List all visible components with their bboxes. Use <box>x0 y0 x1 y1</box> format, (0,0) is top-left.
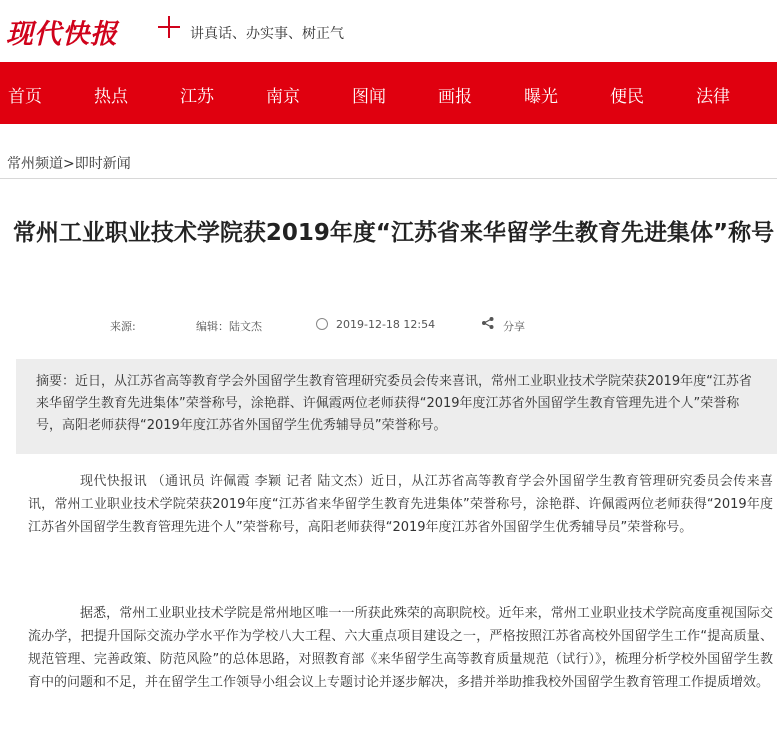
nav-item-services[interactable]: 便民 <box>610 87 644 107</box>
share-label[interactable]: 分享 <box>503 320 525 333</box>
clock-icon <box>316 318 328 330</box>
breadcrumb-separator: > <box>63 156 75 172</box>
article-editor: 编辑：陆文杰 <box>196 320 262 333</box>
nav-item-home[interactable]: 首页 <box>8 87 42 107</box>
nav-item-photo-news[interactable]: 图闻 <box>352 87 386 107</box>
article-source: 来源: <box>110 320 136 333</box>
breadcrumb-channel[interactable]: 常州频道 <box>7 156 63 172</box>
article-summary <box>16 359 777 454</box>
site-logo[interactable]: 现代快报 <box>6 19 118 50</box>
divider <box>0 178 777 179</box>
breadcrumb-section[interactable]: 即时新闻 <box>74 156 131 172</box>
article-datetime: 2019-12-18 12:54 <box>336 318 436 331</box>
article-title: 常州工业职业技术学院获2019年度“江苏省来华留学生教育先进集体”称号 <box>12 220 775 246</box>
breadcrumb <box>7 153 131 173</box>
main-nav <box>0 62 777 124</box>
nav-item-exposure[interactable]: 曝光 <box>524 87 558 107</box>
share-icon[interactable] <box>481 316 495 330</box>
nav-item-law[interactable]: 法律 <box>696 87 730 107</box>
nav-item-hot[interactable]: 热点 <box>94 87 128 107</box>
summary-text: 摘要：近日，从江苏省高等教育学会外国留学生教育管理研究委员会传来喜讯，常州工业职业技术学院荣获2019年度“江苏省来华留学生教育先进集体”荣誉称号，涂艳群、许佩霞两位老师获得“2019年度江苏省外国留学生教育管理先进个人”荣誉称号，高阳老师获得“2019年度江苏省外国留学生优秀辅导员”荣誉称号。 <box>36 374 752 433</box>
plus-icon <box>158 16 180 38</box>
nav-item-gallery[interactable]: 画报 <box>438 87 472 107</box>
nav-item-nanjing[interactable]: 南京 <box>266 87 300 107</box>
article-paragraph: 现代快报讯 （通讯员 许佩霞 李颖 记者 陆文杰）近日，从江苏省高等教育学会外国留学生教育管理研究委员会传来喜讯，常州工业职业技术学院荣获2019年度“江苏省来华留学生教育先进集体”荣誉称号，涂艳群、许佩霞两位老师获得“2019年度江苏省外国留学生教育管理先进个人”荣誉称号，高阳老师获得“2019年度江苏省外国留学生优秀辅导员”荣誉称号。 <box>28 474 773 535</box>
site-slogan: 讲真话、办实事、树正气 <box>190 26 344 42</box>
site-header <box>0 0 777 62</box>
article-paragraph: 据悉，常州工业职业技术学院是常州地区唯一一所获此殊荣的高职院校。近年来，常州工业职业技术学院高度重视国际交流办学，把提升国际交流办学水平作为学校八大工程、六大重点项目建设之一，严格按照江苏省高校外国留学生工作“提高质量、规范管理、完善政策、防范风险”的总体思路，对照教育部《来华留学生高等教育质量规范（试行）》，梳理分析学校外国留学生教育中的问题和不足，并在留学生工作领导小组会议上专题讨论并逐步解决，多措并举助推我校外国留学生教育管理工作提质增效。 <box>28 606 773 690</box>
nav-item-jiangsu[interactable]: 江苏 <box>180 87 214 107</box>
